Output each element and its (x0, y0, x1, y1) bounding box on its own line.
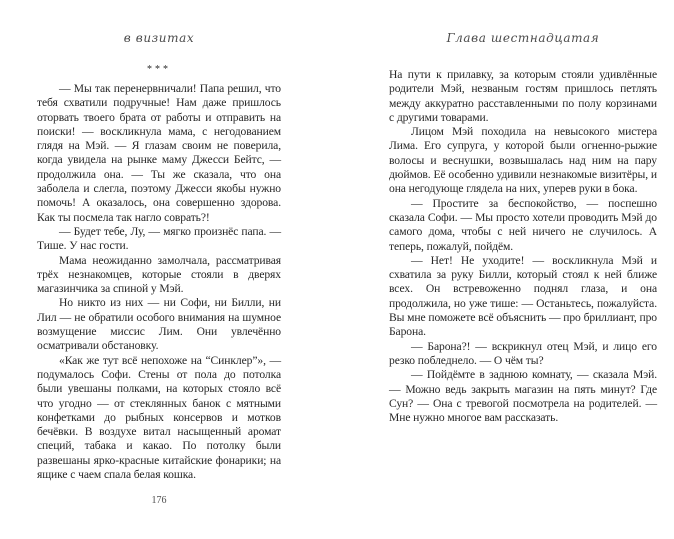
left-page-text (37, 82, 281, 482)
running-header-right: Глава шестнадцатая (446, 31, 600, 45)
paragraph: — Мы так перенервничали! Папа решил, что тебя схватили подручные! Нам даже пришлось оторвать твоего брата от работы и отправить на поиски! — воскликнула мама, с негодованием глядя на Мэй. — Я глазам своим не поверила, когда увидела на рынке маму Джесси Бейтс, — продолжила она. — Ты же сказала, что она заболела и слегла, поэтому Джесси якобы нужно помочь! А оказалось, она совершенно здорова. Как ты посмела так нагло соврать?! (37, 82, 281, 224)
paragraph: Но никто из них — ни Софи, ни Билли, ни Лил — не обратили особого внимания на шумное возмущение миссис Лим. Они увлечённо осматривали обстановку. (37, 296, 281, 353)
paragraph: Мама неожиданно замолчала, рассматривая трёх незнакомцев, которые стояли в дверях магазинчика за спиной у Мэй. (37, 253, 281, 296)
right-page-text (389, 68, 657, 425)
paragraph: — Пойдёмте в заднюю комнату, — сказала Мэй. — Можно ведь закрыть магазин на пять минут? Где Сун? — Она с тревогой посмотрела на родителей. — Мне нужно многое вам рассказать. (389, 368, 657, 425)
page-number: 176 (151, 495, 167, 506)
paragraph: — Нет! Не уходите! — воскликнула Мэй и схватила за руку Билли, который стоял к ней ближе всех. Он встревоженно поднял глаза, и она продолжила, но уже тише: — Останьтесь, пожалуйста. Вы мне поможете всё объяснить — про бриллиант, про Барона. (389, 253, 657, 339)
paragraph: — Барона?! — вскрикнул отец Мэй, и лицо его резко побледнело. — О чём ты? (389, 339, 657, 367)
paragraph: Лицом Мэй походила на невысокого мистера Лима. Его супруга, у которой были огненно-рыжие волосы и веснушки, возвышалась над ним на пару дюймов. Её особенно удивили незнакомые визитёры, и она негодующе глядела на них, уперев руки в бока. (389, 125, 657, 196)
section-break-asterisks: *** (147, 64, 171, 75)
running-header-left: в визитах (123, 31, 195, 45)
paragraph: На пути к прилавку, за которым стояли удивлённые родители Мэй, незваным гостям пришлось петлять между аккуратно расставленными по полу корзинами с другими товарами. (389, 68, 657, 124)
paragraph: — Простите за беспокойство, — поспешно сказала Софи. — Мы просто хотели проводить Мэй до самого дома, чтобы с ней ничего не случилось. А теперь, пожалуй, пойдём. (389, 196, 657, 253)
paragraph: — Будет тебе, Лу, — мягко произнёс папа. — Тише. У нас гости. (37, 224, 281, 253)
paragraph: «Как же тут всё непохоже на “Синклер”», — подумалось Софи. Стены от пола до потолка были увешаны полками, на которых стояло всё что угодно — от стеклянных банок с мятными конфетками до рыбных консервов и мотков бечёвки. В воздухе витал насыщенный аромат специй, табака и какао. По потолку были развешаны ярко-красные китайские фонарики; на ящике с чаем спала белая кошка. (37, 353, 281, 482)
